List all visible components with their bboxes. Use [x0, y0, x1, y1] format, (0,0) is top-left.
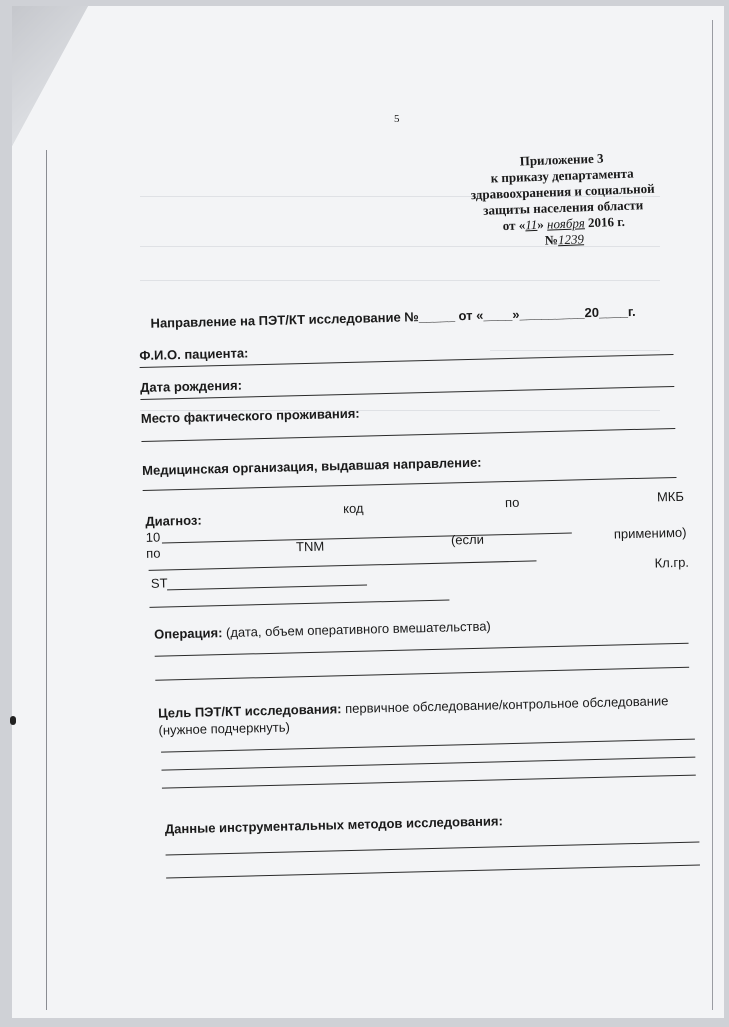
appendix-date-day: 11	[524, 216, 538, 233]
purpose-hint: (нужное подчеркнуть)	[158, 719, 290, 738]
klgr-field	[150, 600, 450, 608]
instrumental-field-2	[166, 864, 700, 878]
operation-hint: (дата, объем оперативного вмешательства)	[225, 618, 491, 640]
tnm-field	[149, 560, 537, 570]
st-field	[167, 585, 367, 591]
residence-field	[141, 428, 675, 442]
diagnosis-label: Диагноз:	[145, 512, 202, 529]
esli-label: (если	[450, 531, 485, 548]
po2-label: по	[146, 545, 161, 561]
page-number: 5	[394, 113, 400, 125]
instrumental-field-1	[166, 841, 700, 855]
appendix-number: №1239	[544, 231, 585, 248]
operation-field-2	[155, 667, 689, 681]
diagnosis-field	[162, 533, 572, 544]
appendix-line-1: Приложение 3	[519, 150, 604, 169]
tnm-label: TNM	[295, 538, 325, 555]
purpose-options: первичное обследование/контрольное обследование	[344, 693, 669, 717]
birth-date-label: Дата рождения:	[139, 377, 243, 396]
appendix-line-2: к приказу департамента	[490, 165, 634, 186]
mkb-label: МКБ	[656, 488, 685, 505]
purpose-row	[158, 693, 669, 720]
instrumental-label: Данные инструментальных методов исследования:	[164, 813, 503, 837]
purpose-field-1	[161, 739, 695, 753]
operation-field-1	[155, 643, 689, 657]
org-field	[143, 477, 677, 491]
form-title: Направление на ПЭТ/КТ исследование №_____ от «____»_________20____г.	[150, 303, 636, 331]
klgr-label: Кл.гр.	[654, 554, 690, 571]
operation-label: Операция:	[153, 625, 223, 642]
appendix-line-3: здравоохранения и социальной	[470, 180, 655, 203]
po-label: по	[504, 494, 520, 511]
appendix-date-month: ноября	[546, 215, 585, 232]
code-label: код	[342, 500, 364, 517]
appendix-number-value: 1239	[557, 231, 585, 248]
ten-label: 10	[145, 529, 161, 545]
operation-row	[154, 619, 491, 642]
appendix-line-4: защиты населения области	[482, 197, 644, 218]
residence-label: Место фактического проживания:	[140, 405, 360, 427]
org-label: Медицинская организация, выдавшая направление:	[141, 454, 482, 478]
punch-mark	[10, 716, 16, 725]
appendix-date: от «11» ноября 2016 г.	[502, 213, 626, 234]
patient-name-label: Ф.И.О. пациента:	[139, 345, 249, 364]
purpose-field-3	[162, 775, 696, 789]
applicable-label: применимо)	[613, 524, 687, 542]
purpose-label: Цель ПЭТ/КТ исследования:	[157, 701, 342, 721]
st-label: ST	[150, 575, 168, 591]
purpose-field-2	[161, 757, 695, 771]
